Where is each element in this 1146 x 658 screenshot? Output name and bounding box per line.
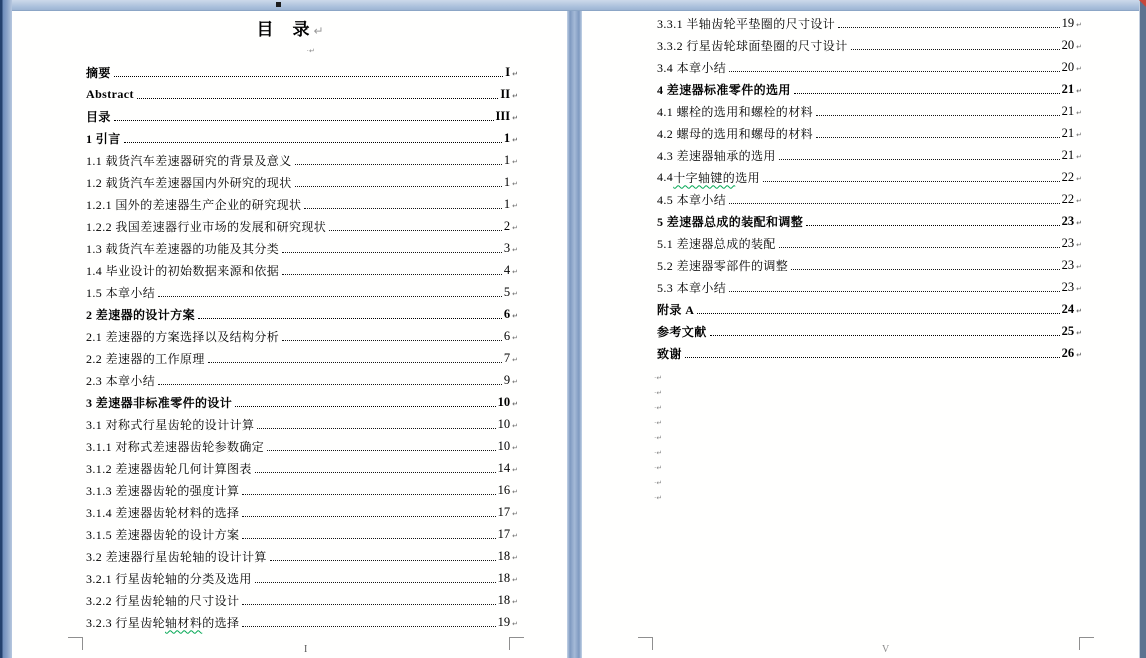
document-page-left: [12, 10, 568, 658]
page-gap-divider: [567, 9, 582, 658]
dot-leader: [235, 406, 495, 407]
toc-entry[interactable]: [657, 122, 1082, 144]
toc-page-number: 1: [503, 152, 511, 167]
toc-page-number: 10: [497, 438, 511, 453]
toc-page-number: 19: [497, 614, 511, 629]
paragraph-mark-icon: ↵: [512, 356, 518, 364]
dot-leader: [282, 252, 502, 253]
dot-leader: [806, 225, 1059, 226]
toc-entry-label: 3.2.3 行星齿轮: [86, 615, 166, 630]
dot-leader: [282, 274, 502, 275]
dot-leader: [242, 604, 495, 605]
dot-leader: [729, 291, 1059, 292]
toc-entry-label: 3.1.5 差速器齿轮的设计方案: [86, 527, 240, 542]
toc-entry[interactable]: [657, 56, 1082, 78]
toc-entry[interactable]: [86, 501, 518, 523]
paragraph-mark-icon: ↵: [512, 92, 518, 100]
paragraph-mark-icon: ↵: [1076, 307, 1082, 315]
toc-entry[interactable]: [86, 83, 518, 105]
empty-paragraph-mark-icon: ·↵: [654, 389, 663, 397]
dot-leader: [838, 27, 1059, 28]
paragraph-mark-icon: ↵: [512, 246, 518, 254]
toc-entry-label: 5.3 本章小结: [657, 280, 727, 295]
toc-entry-label: 1.5 本章小结: [86, 285, 156, 300]
toc-entry-label: 3.2.1 行星齿轮轴的分类及选用: [86, 571, 252, 586]
dot-leader: [282, 340, 502, 341]
dot-leader: [257, 428, 495, 429]
paragraph-mark-icon: ↵: [512, 444, 518, 452]
toc-entry-label: 4.1 螺栓的选用和螺栓的材料: [657, 104, 814, 119]
dot-leader: [242, 494, 495, 495]
toc-entry[interactable]: [86, 149, 518, 171]
toc-page-number: 19: [1061, 15, 1075, 30]
toc-entry[interactable]: [657, 100, 1082, 122]
toc-entry[interactable]: [86, 61, 518, 83]
dot-leader: [158, 296, 502, 297]
paragraph-mark-icon: ↵: [1076, 131, 1082, 139]
dot-leader: [114, 76, 503, 77]
toc-page-number: 6: [503, 328, 511, 343]
margin-crop-mark: [509, 637, 524, 650]
toc-entry[interactable]: [657, 34, 1082, 56]
paragraph-mark-icon: ↵: [512, 224, 518, 232]
toc-entry[interactable]: [657, 232, 1082, 254]
empty-paragraph-mark-icon: ·↵: [654, 449, 663, 457]
dot-leader: [158, 384, 502, 385]
toc-page-number: 23: [1061, 279, 1075, 294]
toc-page-number: 7: [503, 350, 511, 365]
empty-paragraph-marks-column: [654, 371, 662, 506]
toc-page-number: 10: [497, 394, 511, 409]
toc-entry-label: 3.4 本章小结: [657, 60, 727, 75]
toc-entry-label: 目录: [86, 109, 111, 124]
toc-entry[interactable]: [86, 303, 518, 325]
toc-entry-label: 1 引言: [86, 131, 121, 146]
toc-entry-label: 2.1 差速器的方案选择以及结构分析: [86, 329, 280, 344]
toc-entry[interactable]: [86, 193, 518, 215]
paragraph-mark-icon: ↵: [1076, 285, 1082, 293]
window-right-edge[interactable]: [1139, 0, 1146, 658]
paragraph-mark-icon: ↵: [1076, 21, 1082, 29]
toc-entry[interactable]: [86, 545, 518, 567]
empty-paragraph-mark-icon: ·↵: [654, 434, 663, 442]
toc-entry[interactable]: [657, 188, 1082, 210]
toc-entry[interactable]: [86, 413, 518, 435]
toc-title: [12, 18, 568, 43]
toc-page-number: 22: [1061, 191, 1075, 206]
paragraph-mark-icon: ↵: [1076, 219, 1082, 227]
toc-entry[interactable]: [86, 391, 518, 413]
dot-leader: [697, 313, 1059, 314]
toc-page-number: 21: [1061, 147, 1075, 162]
toc-entry[interactable]: [657, 342, 1082, 364]
toc-page-number: 26: [1061, 345, 1075, 360]
toc-page-number: 23: [1061, 213, 1075, 228]
dot-leader: [124, 142, 502, 143]
toc-page-number: 3: [503, 240, 511, 255]
toc-entry-label: 3.1.2 差速器齿轮几何计算图表: [86, 461, 252, 476]
toc-entry[interactable]: [86, 611, 518, 633]
dot-leader: [779, 159, 1060, 160]
dot-leader: [114, 120, 494, 121]
toc-page-number: 22: [1061, 169, 1075, 184]
paragraph-mark-icon: ↵: [512, 268, 518, 276]
footer-page-number: I: [304, 644, 308, 655]
dot-leader: [295, 186, 502, 187]
toc-page-number: 2: [503, 218, 511, 233]
toc-page-number: 23: [1061, 235, 1075, 250]
toc-entry[interactable]: [657, 254, 1082, 276]
toc-entry-label: 致谢: [657, 346, 682, 361]
toc-entry-label: 3.1.3 差速器齿轮的强度计算: [86, 483, 240, 498]
toc-entry-label: 选用: [735, 170, 761, 185]
dot-leader: [304, 208, 501, 209]
toc-page-number: 14: [497, 460, 511, 475]
toc-entry-label: 3.2.2 行星齿轮轴的尺寸设计: [86, 593, 240, 608]
dot-leader: [816, 115, 1060, 116]
empty-paragraph-mark-icon: ·↵: [306, 47, 315, 55]
toc-page-number: I: [505, 64, 511, 79]
toc-entry[interactable]: [86, 457, 518, 479]
toc-page-number: 21: [1061, 125, 1075, 140]
paragraph-mark-icon: ↵: [512, 136, 518, 144]
toc-entry[interactable]: [86, 237, 518, 259]
dot-leader: [255, 472, 496, 473]
toc-page-number: 20: [1061, 59, 1075, 74]
dot-leader: [816, 137, 1060, 138]
toc-entry[interactable]: [86, 259, 518, 281]
empty-paragraph-mark-icon: ·↵: [654, 494, 663, 502]
formatting-mark-dot: [276, 2, 281, 7]
spellcheck-underlined-text: 十字轴键的: [673, 170, 736, 185]
toc-entry-label: 3.3.2 行星齿轮球面垫圈的尺寸设计: [657, 38, 848, 53]
paragraph-mark-icon: ↵: [512, 554, 518, 562]
toc-entry[interactable]: [657, 78, 1082, 100]
corner-flag-icon: [1139, 0, 1146, 7]
toc-entry-label: 4.3 差速器轴承的选用: [657, 148, 776, 163]
dot-leader: [685, 357, 1060, 358]
paragraph-mark-icon: ↵: [512, 70, 518, 78]
paragraph-mark-icon: ↵: [512, 488, 518, 496]
toc-entry-label: 4.4: [657, 169, 674, 184]
page-gap-band: [0, 0, 1146, 11]
toc-entry-label: 的选择: [202, 615, 240, 630]
paragraph-mark-icon: ↵: [1076, 351, 1082, 359]
toc-entry[interactable]: [657, 276, 1082, 298]
toc-entry[interactable]: [86, 523, 518, 545]
toc-title-text: 目 录: [256, 20, 311, 39]
paragraph-mark-icon: ↵: [512, 620, 518, 628]
dot-leader: [791, 269, 1059, 270]
paragraph-mark-icon: ↵: [1076, 87, 1082, 95]
toc-entry-label: 摘要: [86, 65, 111, 80]
toc-entry[interactable]: [86, 325, 518, 347]
toc-entry-label: 附录 A: [657, 302, 695, 317]
toc-entry-label: 2.3 本章小结: [86, 373, 156, 388]
toc-entry[interactable]: [86, 589, 518, 611]
toc-page-number: 18: [497, 570, 511, 585]
document-page-right: [582, 10, 1139, 658]
dot-leader: [242, 626, 495, 627]
dot-leader: [208, 362, 502, 363]
toc-entry[interactable]: [657, 166, 1082, 188]
paragraph-mark-icon: ↵: [1076, 197, 1082, 205]
toc-page-number: 17: [497, 526, 511, 541]
toc-entry-label: 3.2 差速器行星齿轮轴的设计计算: [86, 549, 267, 564]
toc-page-number: 20: [1061, 37, 1075, 52]
toc-page-number: 1: [503, 196, 511, 211]
toc-entry-label: 3 差速器非标准零件的设计: [86, 395, 233, 410]
dot-leader: [794, 93, 1060, 94]
toc-entry-label: 5.1 差速器总成的装配: [657, 236, 776, 251]
toc-entry[interactable]: [86, 127, 518, 149]
toc-page-number: 5: [503, 284, 511, 299]
dot-leader: [729, 203, 1059, 204]
paragraph-mark-icon: ↵: [512, 334, 518, 342]
dot-leader: [710, 335, 1060, 336]
toc-page-number: 9: [503, 372, 511, 387]
paragraph-mark-icon: ↵: [1076, 153, 1082, 161]
toc-page-number: II: [500, 86, 511, 101]
toc-entry-label: 4 差速器标准零件的选用: [657, 82, 791, 97]
toc-entry-label: 3.1.4 差速器齿轮材料的选择: [86, 505, 240, 520]
paragraph-mark-icon: ↵: [512, 180, 518, 188]
toc-list-right: [657, 12, 1082, 364]
toc-entry-label: 2.2 差速器的工作原理: [86, 351, 205, 366]
toc-entry-label: 3.3.1 半轴齿轮平垫圈的尺寸设计: [657, 16, 836, 31]
toc-page-number: 16: [497, 482, 511, 497]
toc-entry[interactable]: [657, 12, 1082, 34]
empty-paragraph-mark-icon: ·↵: [654, 479, 663, 487]
paragraph-mark-icon: ↵: [512, 532, 518, 540]
paragraph-mark-icon: ↵: [512, 400, 518, 408]
toc-entry[interactable]: [86, 479, 518, 501]
paragraph-mark-icon: ↵: [1076, 65, 1082, 73]
empty-paragraph-mark-icon: ·↵: [654, 374, 663, 382]
toc-entry-label: 参考文献: [657, 324, 707, 339]
paragraph-mark-icon: ↵: [512, 466, 518, 474]
empty-paragraph-mark-icon: ·↵: [654, 464, 663, 472]
toc-entry-label: 1.2.2 我国差速器行业市场的发展和研究现状: [86, 219, 327, 234]
paragraph-mark-icon: ↵: [512, 290, 518, 298]
toc-page-number: 4: [503, 262, 511, 277]
toc-entry-label: 1.2 载货汽车差速器国内外研究的现状: [86, 175, 292, 190]
toc-page-number: 1: [503, 130, 511, 145]
toc-entry[interactable]: [86, 105, 518, 127]
paragraph-mark-icon: ↵: [512, 510, 518, 518]
toc-entry-label: 5.2 差速器零部件的调整: [657, 258, 789, 273]
toc-page-number: 18: [497, 548, 511, 563]
paragraph-mark-icon: ↵: [512, 158, 518, 166]
dot-leader: [295, 164, 502, 165]
paragraph-mark-icon: ↵: [512, 114, 518, 122]
dot-leader: [242, 516, 495, 517]
paragraph-mark-icon: ↵: [1076, 329, 1082, 337]
margin-crop-mark: [68, 637, 83, 650]
paragraph-mark-icon: ↵: [512, 598, 518, 606]
toc-entry[interactable]: [657, 144, 1082, 166]
window-left-edge: [0, 0, 12, 658]
toc-page-number: 23: [1061, 257, 1075, 272]
toc-page-number: 21: [1061, 81, 1075, 96]
toc-entry[interactable]: [86, 369, 518, 391]
toc-entry-label: 4.2 螺母的选用和螺母的材料: [657, 126, 814, 141]
toc-entry-label: 4.5 本章小结: [657, 192, 727, 207]
dot-leader: [329, 230, 502, 231]
paragraph-mark-icon: ↵: [1076, 109, 1082, 117]
toc-entry-label: 3.1 对称式行星齿轮的设计计算: [86, 417, 255, 432]
toc-page-number: 6: [503, 306, 511, 321]
dot-leader: [729, 71, 1059, 72]
dot-leader: [137, 98, 499, 99]
toc-entry[interactable]: [86, 215, 518, 237]
toc-entry-label: 2 差速器的设计方案: [86, 307, 196, 322]
paragraph-mark-icon: ↵: [512, 312, 518, 320]
dot-leader: [851, 49, 1060, 50]
dot-leader: [255, 582, 496, 583]
toc-entry[interactable]: [657, 210, 1082, 232]
dot-leader: [267, 450, 495, 451]
margin-crop-mark: [638, 637, 653, 650]
toc-entry-label: Abstract: [86, 86, 134, 101]
paragraph-mark-icon: ↵: [313, 24, 324, 38]
toc-page-number: 10: [497, 416, 511, 431]
toc-entry-label: 5 差速器总成的装配和调整: [657, 214, 804, 229]
toc-page-number: 25: [1061, 323, 1075, 338]
dot-leader: [270, 560, 496, 561]
dot-leader: [242, 538, 495, 539]
toc-entry[interactable]: [86, 567, 518, 589]
paragraph-mark-icon: ↵: [1076, 241, 1082, 249]
dot-leader: [779, 247, 1060, 248]
paragraph-mark-icon: ↵: [512, 378, 518, 386]
toc-list-left: [86, 61, 518, 633]
toc-entry[interactable]: [86, 435, 518, 457]
toc-page-number: 21: [1061, 103, 1075, 118]
footer-page-number: V: [882, 644, 890, 655]
paragraph-mark-icon: ↵: [1076, 263, 1082, 271]
toc-entry[interactable]: [86, 347, 518, 369]
toc-entry[interactable]: [86, 171, 518, 193]
margin-crop-mark: [1079, 637, 1094, 650]
toc-entry-label: 1.1 载货汽车差速器研究的背景及意义: [86, 153, 292, 168]
dot-leader: [763, 181, 1060, 182]
toc-page-number: 18: [497, 592, 511, 607]
spellcheck-underlined-text: 轴材料: [165, 615, 203, 630]
paragraph-mark-icon: ↵: [512, 576, 518, 584]
paragraph-mark-icon: ↵: [512, 202, 518, 210]
paragraph-mark-icon: ↵: [512, 422, 518, 430]
toc-page-number: 1: [503, 174, 511, 189]
dot-leader: [198, 318, 502, 319]
empty-paragraph-mark-icon: ·↵: [654, 404, 663, 412]
paragraph-mark-icon: ↵: [1076, 43, 1082, 51]
toc-entry-label: 1.3 载货汽车差速器的功能及其分类: [86, 241, 280, 256]
toc-page-number: 17: [497, 504, 511, 519]
empty-paragraph-mark-icon: ·↵: [654, 419, 663, 427]
paragraph-mark-icon: ↵: [1076, 175, 1082, 183]
toc-entry-label: 3.1.1 对称式差速器齿轮参数确定: [86, 439, 265, 454]
toc-entry-label: 1.4 毕业设计的初始数据来源和依据: [86, 263, 280, 278]
toc-page-number: III: [495, 108, 511, 123]
toc-page-number: 24: [1061, 301, 1075, 316]
toc-entry[interactable]: [657, 320, 1082, 342]
toc-entry[interactable]: [657, 298, 1082, 320]
toc-entry[interactable]: [86, 281, 518, 303]
toc-entry-label: 1.2.1 国外的差速器生产企业的研究现状: [86, 197, 302, 212]
